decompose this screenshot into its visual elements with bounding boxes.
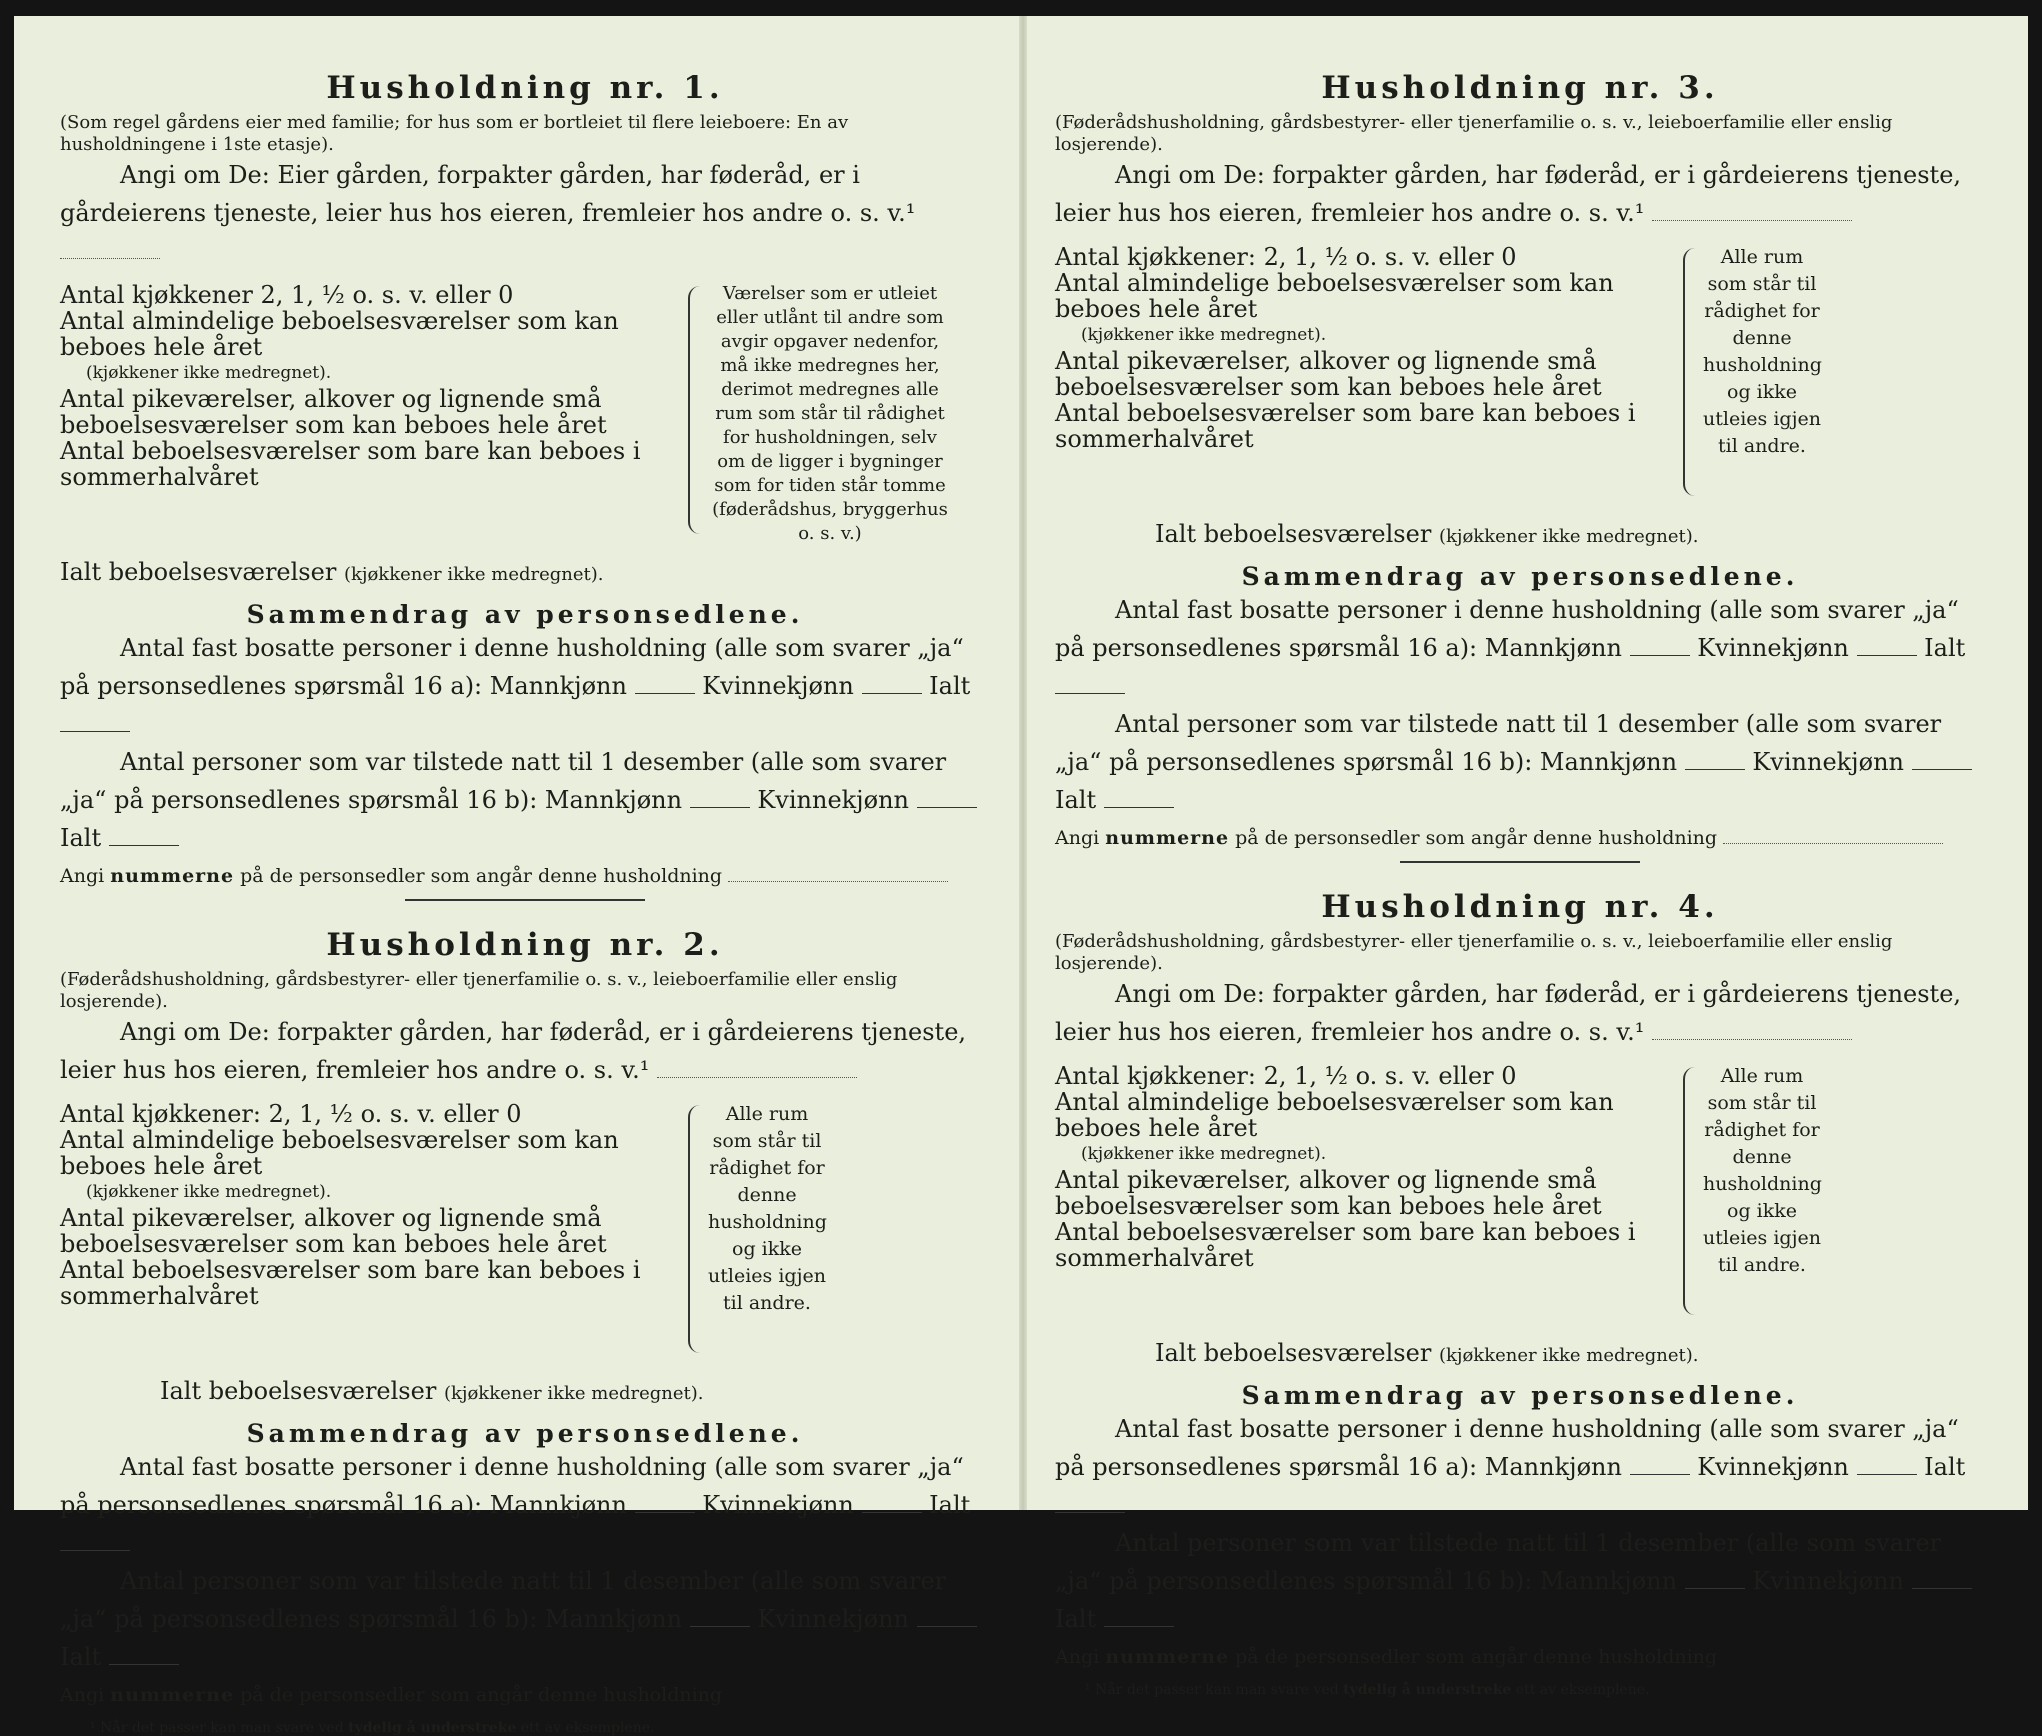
household-title: Husholdning nr. 4. [1321,889,1719,925]
small-rooms-row: Antal pikeværelser, alkover og lignende små beboelsesværelser som kan beboes hele året [1055,1166,1602,1220]
brace [688,1105,700,1353]
household-title: Husholdning nr. 3. [1321,70,1719,106]
angi-numbers: Angi nummerne på de personsedler som angår denne husholdning [60,865,990,887]
summary-title: Sammendrag av personsedlene. [246,1419,804,1448]
household-note: (Som regel gårdens eier med familie; for hus som er bortleiet til flere leieboere: En av husholdningene i 1ste etasje). [60,112,849,155]
household-question: Angi om De: forpakter gården, har føderåd, er i gårdeierens tjeneste, leier hus hos eieren, fremleier hos andre o. s. v.¹ [60,1018,967,1084]
kitchen-row: Antal kjøkkener: 2, 1, ½ o. s. v. eller 0 [60,1100,522,1128]
household-title: Husholdning nr. 1. [326,70,724,106]
side-note: Alle rum som står til rådighet for denne husholdning og ikke utleies igjen til andre. [1703,246,1822,457]
total-rooms: Ialt beboelsesværelser (kjøkkener ikke medregnet). [160,1377,704,1405]
summary-present: Antal personer som var tilstede natt til 1 desember (alle som svarer „ja“ på personsedlenes spørsmål 16 b): Mannkjønn Kvinnekjønn Ialt [60,743,990,857]
household-question: Angi om De: Eier gården, forpakter gården, har føderåd, er i gårdeierens tjeneste, leier hus hos eieren, fremleier hos andre o. s. v.¹ [60,156,990,270]
ordinary-rooms-row: Antal almindelige beboelsesværelser som kan beboes hele året [1055,269,1614,323]
ordinary-rooms-row: Antal almindelige beboelsesværelser som kan beboes hele året [60,1126,619,1180]
side-note: Alle rum som står til rådighet for denne husholdning og ikke utleies igjen til andre. [1703,1065,1822,1276]
household-question: Angi om De: forpakter gården, har føderåd, er i gårdeierens tjeneste, leier hus hos eieren, fremleier hos andre o. s. v.¹ [1055,161,1962,227]
household-1 [60,70,990,901]
section-divider [1400,861,1640,863]
summary-title: Sammendrag av personsedlene. [1241,562,1799,591]
angi-numbers: Angi nummerne på de personsedler som angår denne husholdning [1055,827,1985,849]
kitchen-row: Antal kjøkkener: 2, 1, ½ o. s. v. eller 0 [1055,1062,1517,1090]
rooms-block [60,282,990,544]
small-rooms-row: Antal pikeværelser, alkover og lignende små beboelsesværelser som kan beboes hele året [60,1204,607,1258]
household-4 [1055,889,1985,1698]
summary-fast: Antal fast bosatte personer i denne husholdning (alle som svarer „ja“ på personsedlenes spørsmål 16 a): Mannkjønn Kvinnekjønn Ialt [60,629,990,743]
angi-numbers: Angi nummerne på de personsedler som angår denne husholdning [1055,1646,1718,1668]
section-divider [405,899,645,901]
side-note: Værelser som er utleiet eller utlånt til andre som avgir opgaver nedenfor, må ikke medregnes her, derimot medregnes alle rum som står til rådighet for husholdningen, selv om de ligger i bygninger som for tiden står tomme (føderådshus, bryggerhus o. s. v.) [712,283,948,544]
ordinary-rooms-row: Antal almindelige beboelsesværelser som kan beboes hele året [60,307,619,361]
household-note: (Føderådshusholdning, gårdsbestyrer- eller tjenerfamilie o. s. v., leieboerfamilie eller enslig losjerende). [1055,931,1893,974]
ordinary-rooms-note: (kjøkkener ikke medregnet). [1081,325,1327,345]
kitchen-row: Antal kjøkkener: 2, 1, ½ o. s. v. eller 0 [1055,243,1517,271]
summary-fast: Antal fast bosatte personer i denne husholdning (alle som svarer „ja“ på personsedlenes spørsmål 16 a): Mannkjønn Kvinnekjønn Ialt [60,1448,990,1562]
summary-present: Antal personer som var tilstede natt til 1 desember (alle som svarer „ja“ på personsedlenes spørsmål 16 b): Mannkjønn Kvinnekjønn Ialt [1055,705,1985,819]
brace [1683,248,1695,496]
kitchen-row: Antal kjøkkener 2, 1, ½ o. s. v. eller 0 [60,281,514,309]
left-page [60,70,990,1736]
right-page [1055,70,1985,1698]
summary-title: Sammendrag av personsedlene. [246,600,804,629]
footnote: ¹ Når det passer kan man svare ved tydelig å understreke ett av eksemplene. [90,1720,655,1736]
household-note: (Føderådshusholdning, gårdsbestyrer- eller tjenerfamilie o. s. v., leieboerfamilie eller enslig losjerende). [60,969,898,1012]
household-note: (Føderådshusholdning, gårdsbestyrer- eller tjenerfamilie o. s. v., leieboerfamilie eller enslig losjerende). [1055,112,1893,155]
small-rooms-row: Antal pikeværelser, alkover og lignende små beboelsesværelser som kan beboes hele året [1055,347,1602,401]
page-fold [1019,16,1027,1510]
household-question: Angi om De: forpakter gården, har føderåd, er i gårdeierens tjeneste, leier hus hos eieren, fremleier hos andre o. s. v.¹ [1055,980,1962,1046]
summer-rooms-row: Antal beboelsesværelser som bare kan beboes i sommerhalvåret [60,1256,641,1310]
summary-fast: Antal fast bosatte personer i denne husholdning (alle som svarer „ja“ på personsedlenes spørsmål 16 a): Mannkjønn Kvinnekjønn Ialt [1055,591,1985,705]
brace [1683,1067,1695,1315]
rooms-block [1055,244,1985,506]
brace [688,286,700,534]
side-note: Alle rum som står til rådighet for denne husholdning og ikke utleies igjen til andre. [708,1103,827,1314]
summary-present: Antal personer som var tilstede natt til 1 desember (alle som svarer „ja“ på personsedlenes spørsmål 16 b): Mannkjønn Kvinnekjønn Ialt [1055,1524,1985,1638]
rooms-block [1055,1063,1985,1325]
household-3 [1055,70,1985,863]
summary-fast: Antal fast bosatte personer i denne husholdning (alle som svarer „ja“ på personsedlenes spørsmål 16 a): Mannkjønn Kvinnekjønn Ialt [1055,1410,1985,1524]
summer-rooms-row: Antal beboelsesværelser som bare kan beboes i sommerhalvåret [1055,399,1636,453]
footnote: ¹ Når det passer kan man svare ved tydelig å understreke ett av eksemplene. [1085,1682,1650,1698]
ordinary-rooms-note: (kjøkkener ikke medregnet). [86,363,332,383]
ordinary-rooms-row: Antal almindelige beboelsesværelser som kan beboes hele året [1055,1088,1614,1142]
summary-title: Sammendrag av personsedlene. [1241,1381,1799,1410]
summer-rooms-row: Antal beboelsesværelser som bare kan beboes i sommerhalvåret [60,437,641,491]
ordinary-rooms-note: (kjøkkener ikke medregnet). [1081,1144,1327,1164]
ordinary-rooms-note: (kjøkkener ikke medregnet). [86,1182,332,1202]
total-rooms: Ialt beboelsesværelser (kjøkkener ikke medregnet). [1155,520,1699,548]
household-2 [60,927,990,1736]
angi-numbers: Angi nummerne på de personsedler som angår denne husholdning [60,1684,723,1706]
total-rooms: Ialt beboelsesværelser (kjøkkener ikke medregnet). [60,558,604,586]
household-title: Husholdning nr. 2. [326,927,724,963]
rooms-block [60,1101,990,1363]
small-rooms-row: Antal pikeværelser, alkover og lignende små beboelsesværelser som kan beboes hele året [60,385,607,439]
summer-rooms-row: Antal beboelsesværelser som bare kan beboes i sommerhalvåret [1055,1218,1636,1272]
summary-present: Antal personer som var tilstede natt til 1 desember (alle som svarer „ja“ på personsedlenes spørsmål 16 b): Mannkjønn Kvinnekjønn Ialt [60,1562,990,1676]
total-rooms: Ialt beboelsesværelser (kjøkkener ikke medregnet). [1155,1339,1699,1367]
